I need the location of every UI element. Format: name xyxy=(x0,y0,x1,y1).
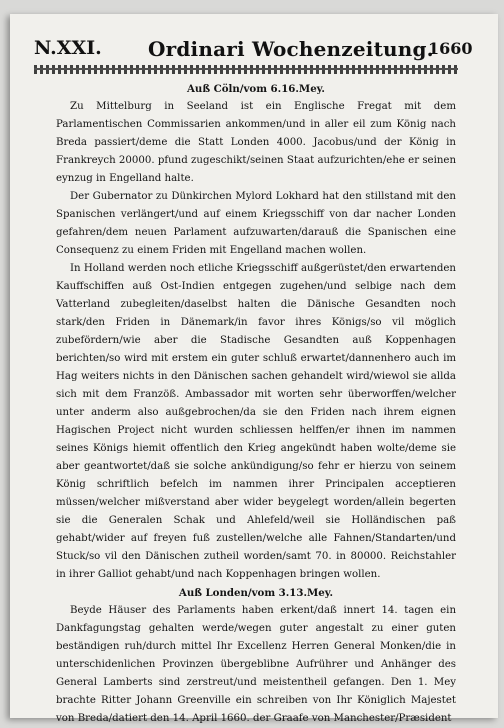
paragraph: Beyde Häuser des Parlaments haben erkent/daß innert 14. tagen ein Dankfagungstag gehalten werde/wegen guter angestalt zu einer guten beständigen ruh/durch mittel Ihr Excellenz Herren General Monken/die in unterschidenlichen Provinzen übergeblibne Aufrührer und Anhänger des General Lamberts sind zerstreut/und meistentheil gefangen. Den 1. Mey brachte Ritter Johann Greenville ein schreiben von Ihr Königlich Majestet von Breda/datiert den 14. April 1660. der Graafe von Manchester/Præsident xyxy=(56,605,456,724)
article-body xyxy=(56,80,456,728)
masthead xyxy=(10,37,498,67)
paragraph: Zu Mittelburg in Seeland ist ein Englische Fregat mit dem Parlamentischen Commissarien ankommen/und in aller eil zum König nach Breda passiert/deme die Statt Londen 4000. Jacobus/und der König in Frankreych 20000. pfund zugeschikt/seinen Staat aufzurichten/ehe er seinen eynzug in Engelland halte. xyxy=(56,101,456,184)
decorative-border-rule xyxy=(34,65,458,74)
issue-year: 1660 xyxy=(428,39,473,58)
issue-number: N.XXI. xyxy=(34,37,102,59)
paragraph: Der Gubernator zu Dünkirchen Mylord Lokhard hat den stillstand mit den Spanischen verlängert/und auf einem Kriegsschiff von dar nacher Londen gefahren/dem neuen Parlament aufzuwarten/darauß die Spanischen eine Consequenz zu einem Friden mit Engelland machen wollen. xyxy=(56,191,456,256)
paragraph: In Holland werden noch etliche Kriegsschiff außgerüstet/den erwartenden Kauffschiffen auß Ost-Indien entgegen zugehen/und selbige nach dem Vatterland zubegleiten/daselbst halten die Dänische Gesandten noch stark/den Friden in Dänemark/in favor ihres Königs/so vil möglich zubefördern/wie aber die Stadische Gesandten auß Koppenhagen berichten/so wird mit erstem ein guter schluß erwartet/dannenhero auch im Hag weiters nichts in den Dänischen sachen gehandelt wird/wiewol sie allda sich mit dem Franzöß. Ambassador mit worten sehr überworffen/welcher unter anderm also außgebrochen/da sie den Friden nach ihrem eignen Hagischen Project nicht wurden schliessen helffen/er ihnen im nammen seines Königs hiemit offentlich den Krieg angekündt haben wolte/deme sie aber geantwortet/daß sie solche ankündigung/so fehr er hierzu von seinem König schriftlich befelch im nammen ihrer Principalen acceptieren müssen/welcher mißverstand aber wider beygelegt worden/allein begerten sie die Generalen Schak und Ahlefeld/weil sie Holländischen paß gehabt/wider auf freyen fuß zustellen/welche alle Fahnen/Standarten/und Stuck/so vil den Dänischen zutheil worden/samt 70. in 80000. Reichstahler in ihrer Galliot gehabt/und nach Koppenhagen bringen wollen. xyxy=(56,263,456,580)
newspaper-page xyxy=(10,14,498,724)
newspaper-title: Ordinari Wochenzeitung. xyxy=(148,37,434,61)
dateline-cologne: Auß Cöln/vom 6.16.Mey. xyxy=(187,83,325,95)
dateline-london: Auß Londen/vom 3.13.Mey. xyxy=(178,587,334,599)
